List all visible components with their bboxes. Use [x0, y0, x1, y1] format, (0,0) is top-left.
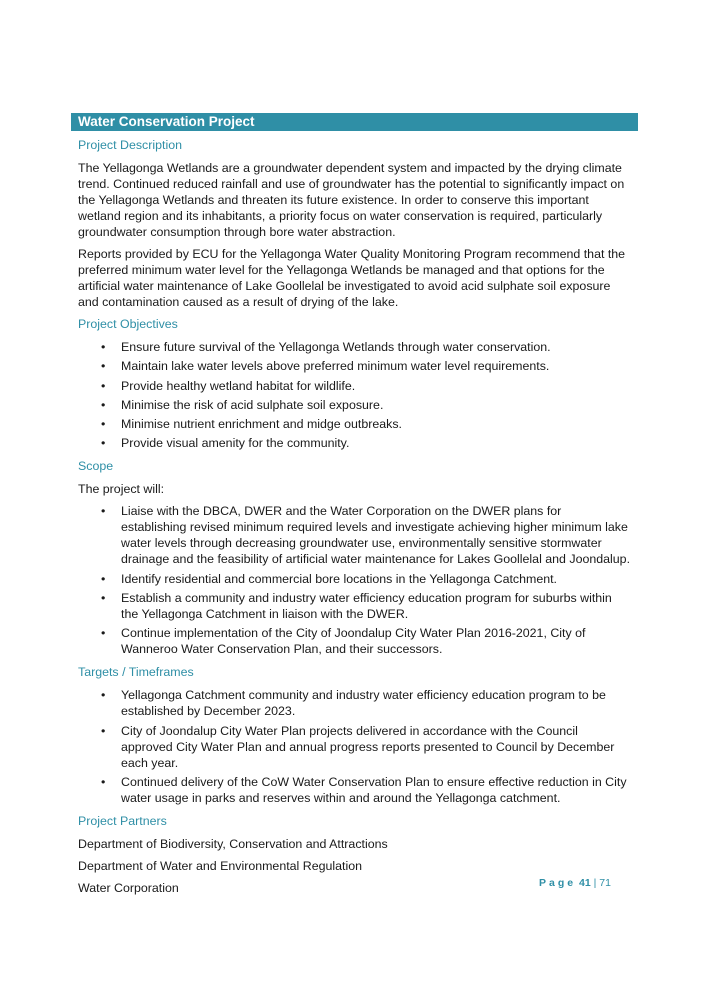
list-item: • Maintain lake water levels above preferred minimum water level requirements. — [121, 358, 630, 374]
partner-item: Department of Biodiversity, Conservation and Attractions — [78, 836, 388, 851]
content-body — [78, 137, 630, 902]
description-heading: Project Description — [78, 138, 182, 152]
page-number: 41 — [579, 877, 591, 889]
scope-list — [78, 503, 630, 657]
objectives-heading: Project Objectives — [78, 317, 178, 331]
scope-intro: The project will: — [78, 482, 165, 497]
list-item: • City of Joondalup City Water Plan projects delivered in accordance with the Council approved City Water Plan and annual progress reports presented to Council by December each year. — [121, 723, 630, 771]
page-footer — [539, 877, 611, 889]
targets-heading: Targets / Timeframes — [78, 665, 194, 680]
list-item: • Minimise the risk of acid sulphate soil exposure. — [121, 397, 630, 413]
list-item: • Liaise with the DBCA, DWER and the Water Corporation on the DWER plans for establishing revised minimum required levels and investigate achieving higher minimum lake water levels through decreasing groundwater use, environmentally sensitive stormwater drainage and the feasibility of artificial water maintenance for Lakes Goollelal and Joondalup. — [121, 503, 630, 567]
total-pages: 71 — [599, 877, 611, 889]
list-item: • Identify residential and commercial bore locations in the Yellagonga Catchment. — [121, 571, 630, 587]
objectives-list — [78, 339, 630, 451]
list-item: • Provide visual amenity for the community. — [121, 435, 630, 451]
targets-list — [78, 687, 630, 806]
partner-item: Department of Water and Environmental Regulation — [78, 858, 362, 873]
section-title: Water Conservation Project — [71, 113, 638, 131]
list-item: • Establish a community and industry water efficiency education program for suburbs within the Yellagonga Catchment in liaison with the DWER. — [121, 590, 630, 622]
list-item: • Continued delivery of the CoW Water Conservation Plan to ensure effective reduction in City water usage in parks and reserves within and around the Yellagonga catchment. — [121, 774, 630, 806]
scope-heading: Scope — [78, 459, 114, 474]
list-item: • Yellagonga Catchment community and industry water efficiency education program to be established by December 2023. — [121, 687, 630, 719]
list-item: • Minimise nutrient enrichment and midge outbreaks. — [121, 416, 630, 432]
list-item: • Ensure future survival of the Yellagonga Wetlands through water conservation. — [121, 339, 630, 355]
list-item: • Provide healthy wetland habitat for wildlife. — [121, 378, 630, 394]
partner-item: Water Corporation — [78, 880, 179, 895]
description-paragraph-1: The Yellagonga Wetlands are a groundwater dependent system and impacted by the drying climate trend. Continued reduced rainfall and use of groundwater has the potential to significantly impact on the Yellagonga Wetlands and threaten its future existence. In order to conserve this important wetland region and its inhabitants, a priority focus on water conservation is required, particularly groundwater consumption through bore water abstraction. — [78, 161, 625, 239]
page-separator: | — [593, 877, 597, 889]
partners-heading: Project Partners — [78, 813, 167, 828]
page-label: Page — [539, 877, 577, 889]
list-item: • Continue implementation of the City of Joondalup City Water Plan 2016-2021, City of Wanneroo Water Conservation Plan, and their successors. — [121, 625, 630, 657]
description-paragraph-2: Reports provided by ECU for the Yellagonga Water Quality Monitoring Program recommend that the preferred minimum water level for the Yellagonga Wetlands be managed and that options for the artificial water maintenance of Lake Goollelal be investigated to avoid acid sulphate soil exposure and contamination caused as a result of drying of the lake. — [78, 247, 626, 309]
